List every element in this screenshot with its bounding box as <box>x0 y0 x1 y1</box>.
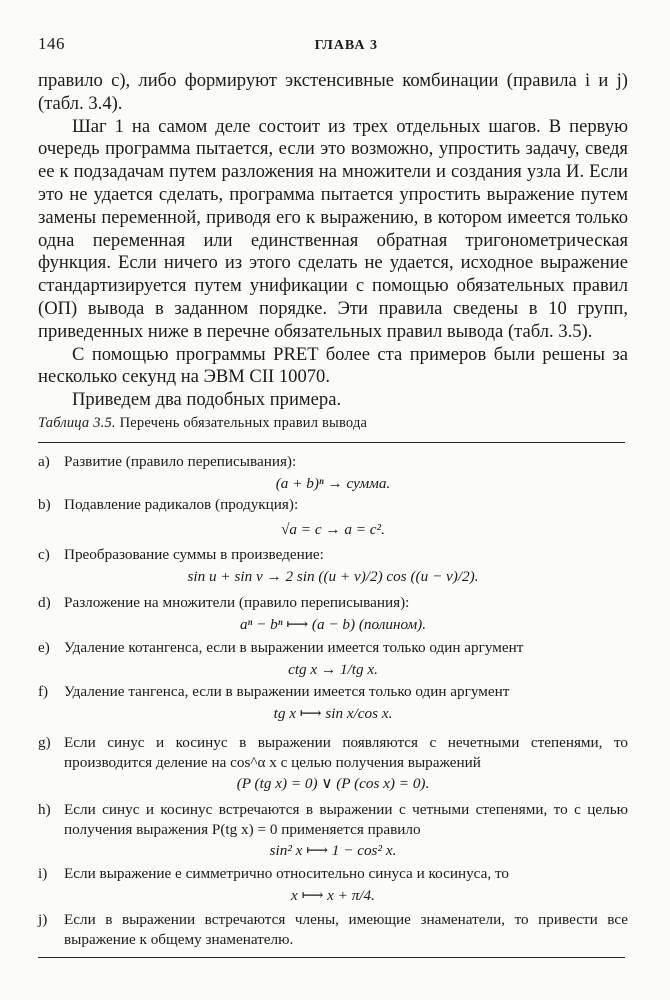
rule-item <box>38 593 628 638</box>
rule-text: Удаление тангенса, если в выражении имеется только один аргумент <box>64 683 510 700</box>
rule-formula: sin² x ⟼ 1 − cos² x. <box>269 842 397 859</box>
rule-item <box>38 864 628 910</box>
rule-formula: √a = c → a = c². <box>281 520 385 538</box>
rules-table <box>38 452 628 949</box>
table-caption-text: Перечень обязательных правил вывода <box>119 415 368 431</box>
rule-item <box>38 800 628 864</box>
paragraph: С помощью программы PRET более ста примеров были решены за несколько секунд на ЭВМ CII 10070. <box>38 343 628 388</box>
rule-item <box>38 733 628 800</box>
rule-formula: ctg x → 1/tg x. <box>288 660 378 678</box>
table-caption <box>38 415 628 432</box>
rule-formula: tg x ⟼ sin x/cos x. <box>273 704 393 722</box>
paragraph: Шаг 1 на самом деле состоит из трех отдельных шагов. В первую очередь программа пытается, если это возможно, упростить задачу, сведя ее к подзадачам путем разложения на множители и создания узла И. Если это не удается сделать, программа пытается упростить выражение путем замены переменной, приводя его к выражению, в котором имеется только одна переменная или единственная обратная тригонометрическая функция. Если ничего из этого сделать не удается, исходное выражение стандартизируется путем унификации с помощью обязательных правил (ОП) вывода в заданном порядке. Эти правила сведены в 10 групп, приведенных ниже в перечне обязательных правил вывода (табл. 3.5). <box>38 115 628 342</box>
rule-text: Если синус и косинус встречаются в выражении с четными степенями, то с целью получения выражения P(tg x) = 0 применяется правило <box>64 801 628 838</box>
rule-label: c) <box>38 546 50 563</box>
rule-item <box>38 495 628 545</box>
rule-item <box>38 682 628 733</box>
rule-label: j) <box>38 911 48 928</box>
rule-formula: x ⟼ x + π/4. <box>291 886 375 904</box>
rule-text: Преобразование суммы в произведение: <box>64 546 324 563</box>
rule-text: Если выражение e симметрично относительно синуса и косинуса, то <box>64 865 509 882</box>
rule-text: Если синус и косинус в выражении появляются с нечетными степенями, то производится деление на cos^α x с целью получения выражений <box>64 734 628 771</box>
paragraph: правило c), либо формируют экстенсивные комбинации (правила i и j) (табл. 3.4). <box>38 70 628 114</box>
rule-label: h) <box>38 801 51 818</box>
rule-label: g) <box>38 734 51 751</box>
rule-label: b) <box>38 496 51 513</box>
rule-item <box>38 545 628 593</box>
rule-item <box>38 910 628 949</box>
table-bottom-rule <box>38 957 625 958</box>
rule-label: e) <box>38 639 50 656</box>
rule-text: Подавление радикалов (продукция): <box>64 496 299 513</box>
rule-label: i) <box>38 865 48 882</box>
rule-formula: aⁿ − bⁿ ⟼ (a − b) (полином). <box>239 615 427 633</box>
rule-item <box>38 638 628 682</box>
rule-label: f) <box>38 683 49 700</box>
rule-text: Если в выражении встречаются члены, имеющие знаменатели, то привести все выражение к общему знаменателю. <box>64 911 628 948</box>
rule-label: a) <box>38 453 50 470</box>
chapter-title: ГЛАВА 3 <box>314 38 378 53</box>
rule-label: d) <box>38 594 51 611</box>
rule-formula: (a + b)ⁿ → сумма. <box>275 474 391 492</box>
table-top-rule <box>38 442 625 443</box>
table-caption-label: Таблица 3.5. <box>38 415 116 431</box>
paragraph: Приведем два подобных примера. <box>72 389 342 411</box>
rule-formula: sin u + sin v → 2 sin ((u + v)/2) cos ((u − v)/2). <box>187 567 479 585</box>
body-text <box>38 70 628 412</box>
running-header <box>38 34 630 54</box>
rule-text: Разложение на множители (правило переписывания): <box>64 594 410 611</box>
rule-text: Удаление котангенса, если в выражении имеется только один аргумент <box>64 639 524 656</box>
rule-item <box>38 452 628 495</box>
rule-formula: (P (tg x) = 0) ∨ (P (cos x) = 0). <box>236 775 430 792</box>
rule-text: Развитие (правило переписывания): <box>64 453 297 470</box>
page-number: 146 <box>38 34 65 53</box>
